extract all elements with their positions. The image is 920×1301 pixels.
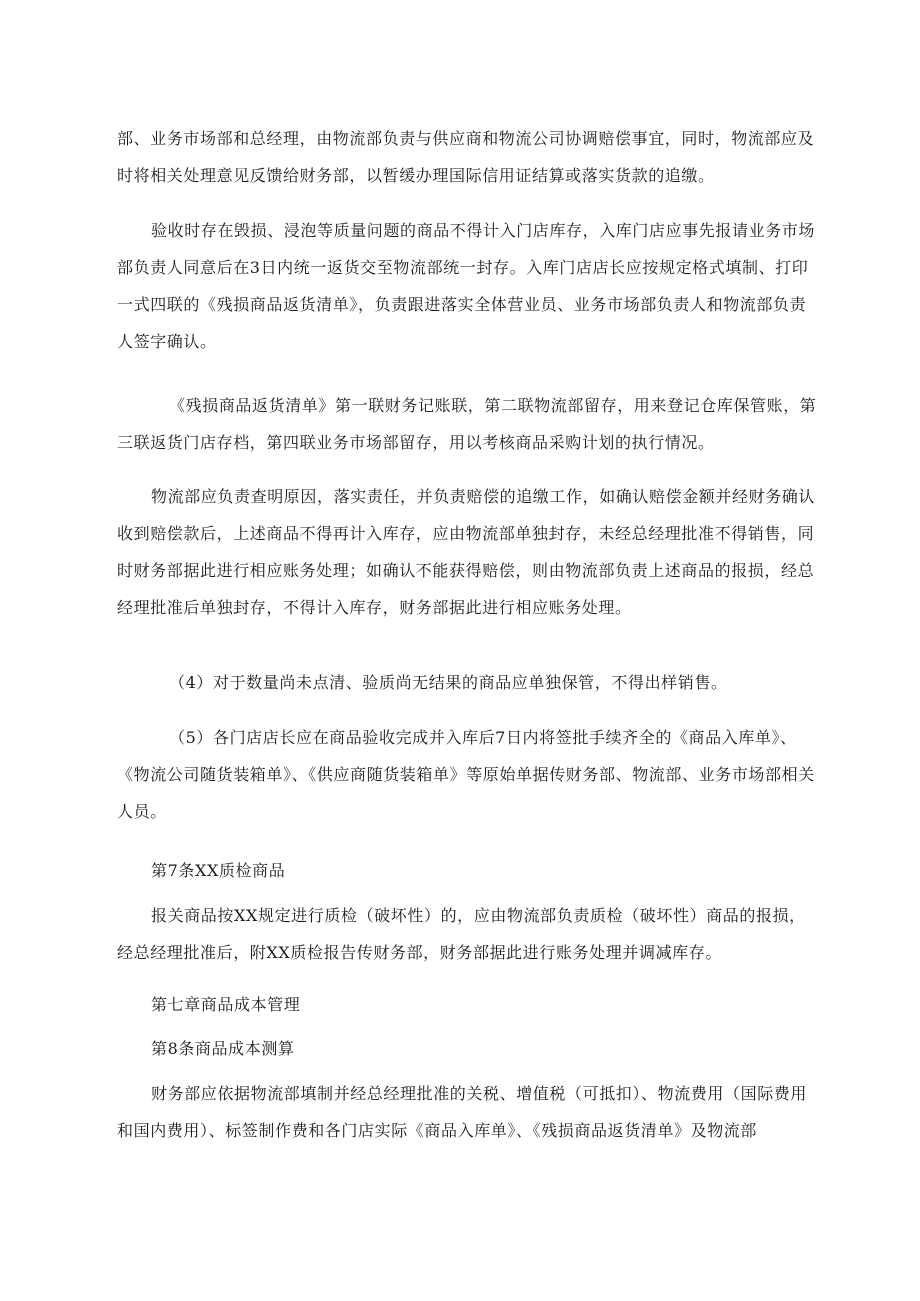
paragraph-logistics-responsibility: 物流部应负责查明原因，落实责任，并负责赔偿的追缴工作，如确认赔偿金额并经财务确认收到赔偿款后，上述商品不得再计入库存，应由物流部单独封存，未经总经理批准不得销售，同时财务部据此进行相应账务处理；如确认不能获得赔偿，则由物流部负责上述商品的报损，经总经理批准后单独封存，不得计入库存，财务部据此进行相应账务处理。 [117,487,816,617]
heading-article-7: 第7条XX质检商品 [151,861,286,880]
heading-chapter-7: 第七章商品成本管理 [151,995,301,1014]
paragraph-return-list-copies: 《残损商品返货清单》第一联财务记账联，第二联物流部留存，用来登记仓库保管账，第三联返货门店存档，第四联业务市场部留存，用以考核商品采购计划的执行情况。 [117,396,817,452]
paragraph-damaged-goods-return: 验收时存在毁损、浸泡等质量问题的商品不得计入门店库存，入库门店应事先报请业务市场部负责人同意后在3日内统一返货交至物流部统一封存。入库门店店长应按规定格式填制、打印一式四联的《残损商品返货清单》，负责跟进落实全体营业员、业务市场部负责人和物流部负责人签字确认。 [117,221,816,351]
paragraph-item-4: （4）对于数量尚未点清、验质尚无结果的商品应单独保管，不得出样销售。 [169,673,728,692]
heading-article-8: 第8条商品成本测算 [151,1039,295,1058]
paragraph-cost-calculation: 财务部应依据物流部填制并经总经理批准的关税、增值税（可抵扣）、物流费用（国际费用和国内费用）、标签制作费和各门店实际《商品入库单》、《残损商品返货清单》及物流部 [117,1084,808,1140]
paragraph-item-5: （5）各门店店长应在商品验收完成并入库后7日内将签批手续齐全的《商品入库单》、《物流公司随货装箱单》、《供应商随货装箱单》等原始单据传财务部、物流部、业务市场部相关人员。 [117,728,815,821]
paragraph-compensation-coordination: 部、业务市场部和总经理，由物流部负责与供应商和物流公司协调赔偿事宜，同时，物流部应及时将相关处理意见反馈给财务部，以暂缓办理国际信用证结算或落实货款的追缴。 [117,129,815,185]
paragraph-customs-inspection: 报关商品按XX规定进行质检（破坏性）的，应由物流部负责质检（破坏性）商品的报损，经总经理批准后，附XX质检报告传财务部，财务部据此进行账务处理并调减库存。 [117,906,806,962]
